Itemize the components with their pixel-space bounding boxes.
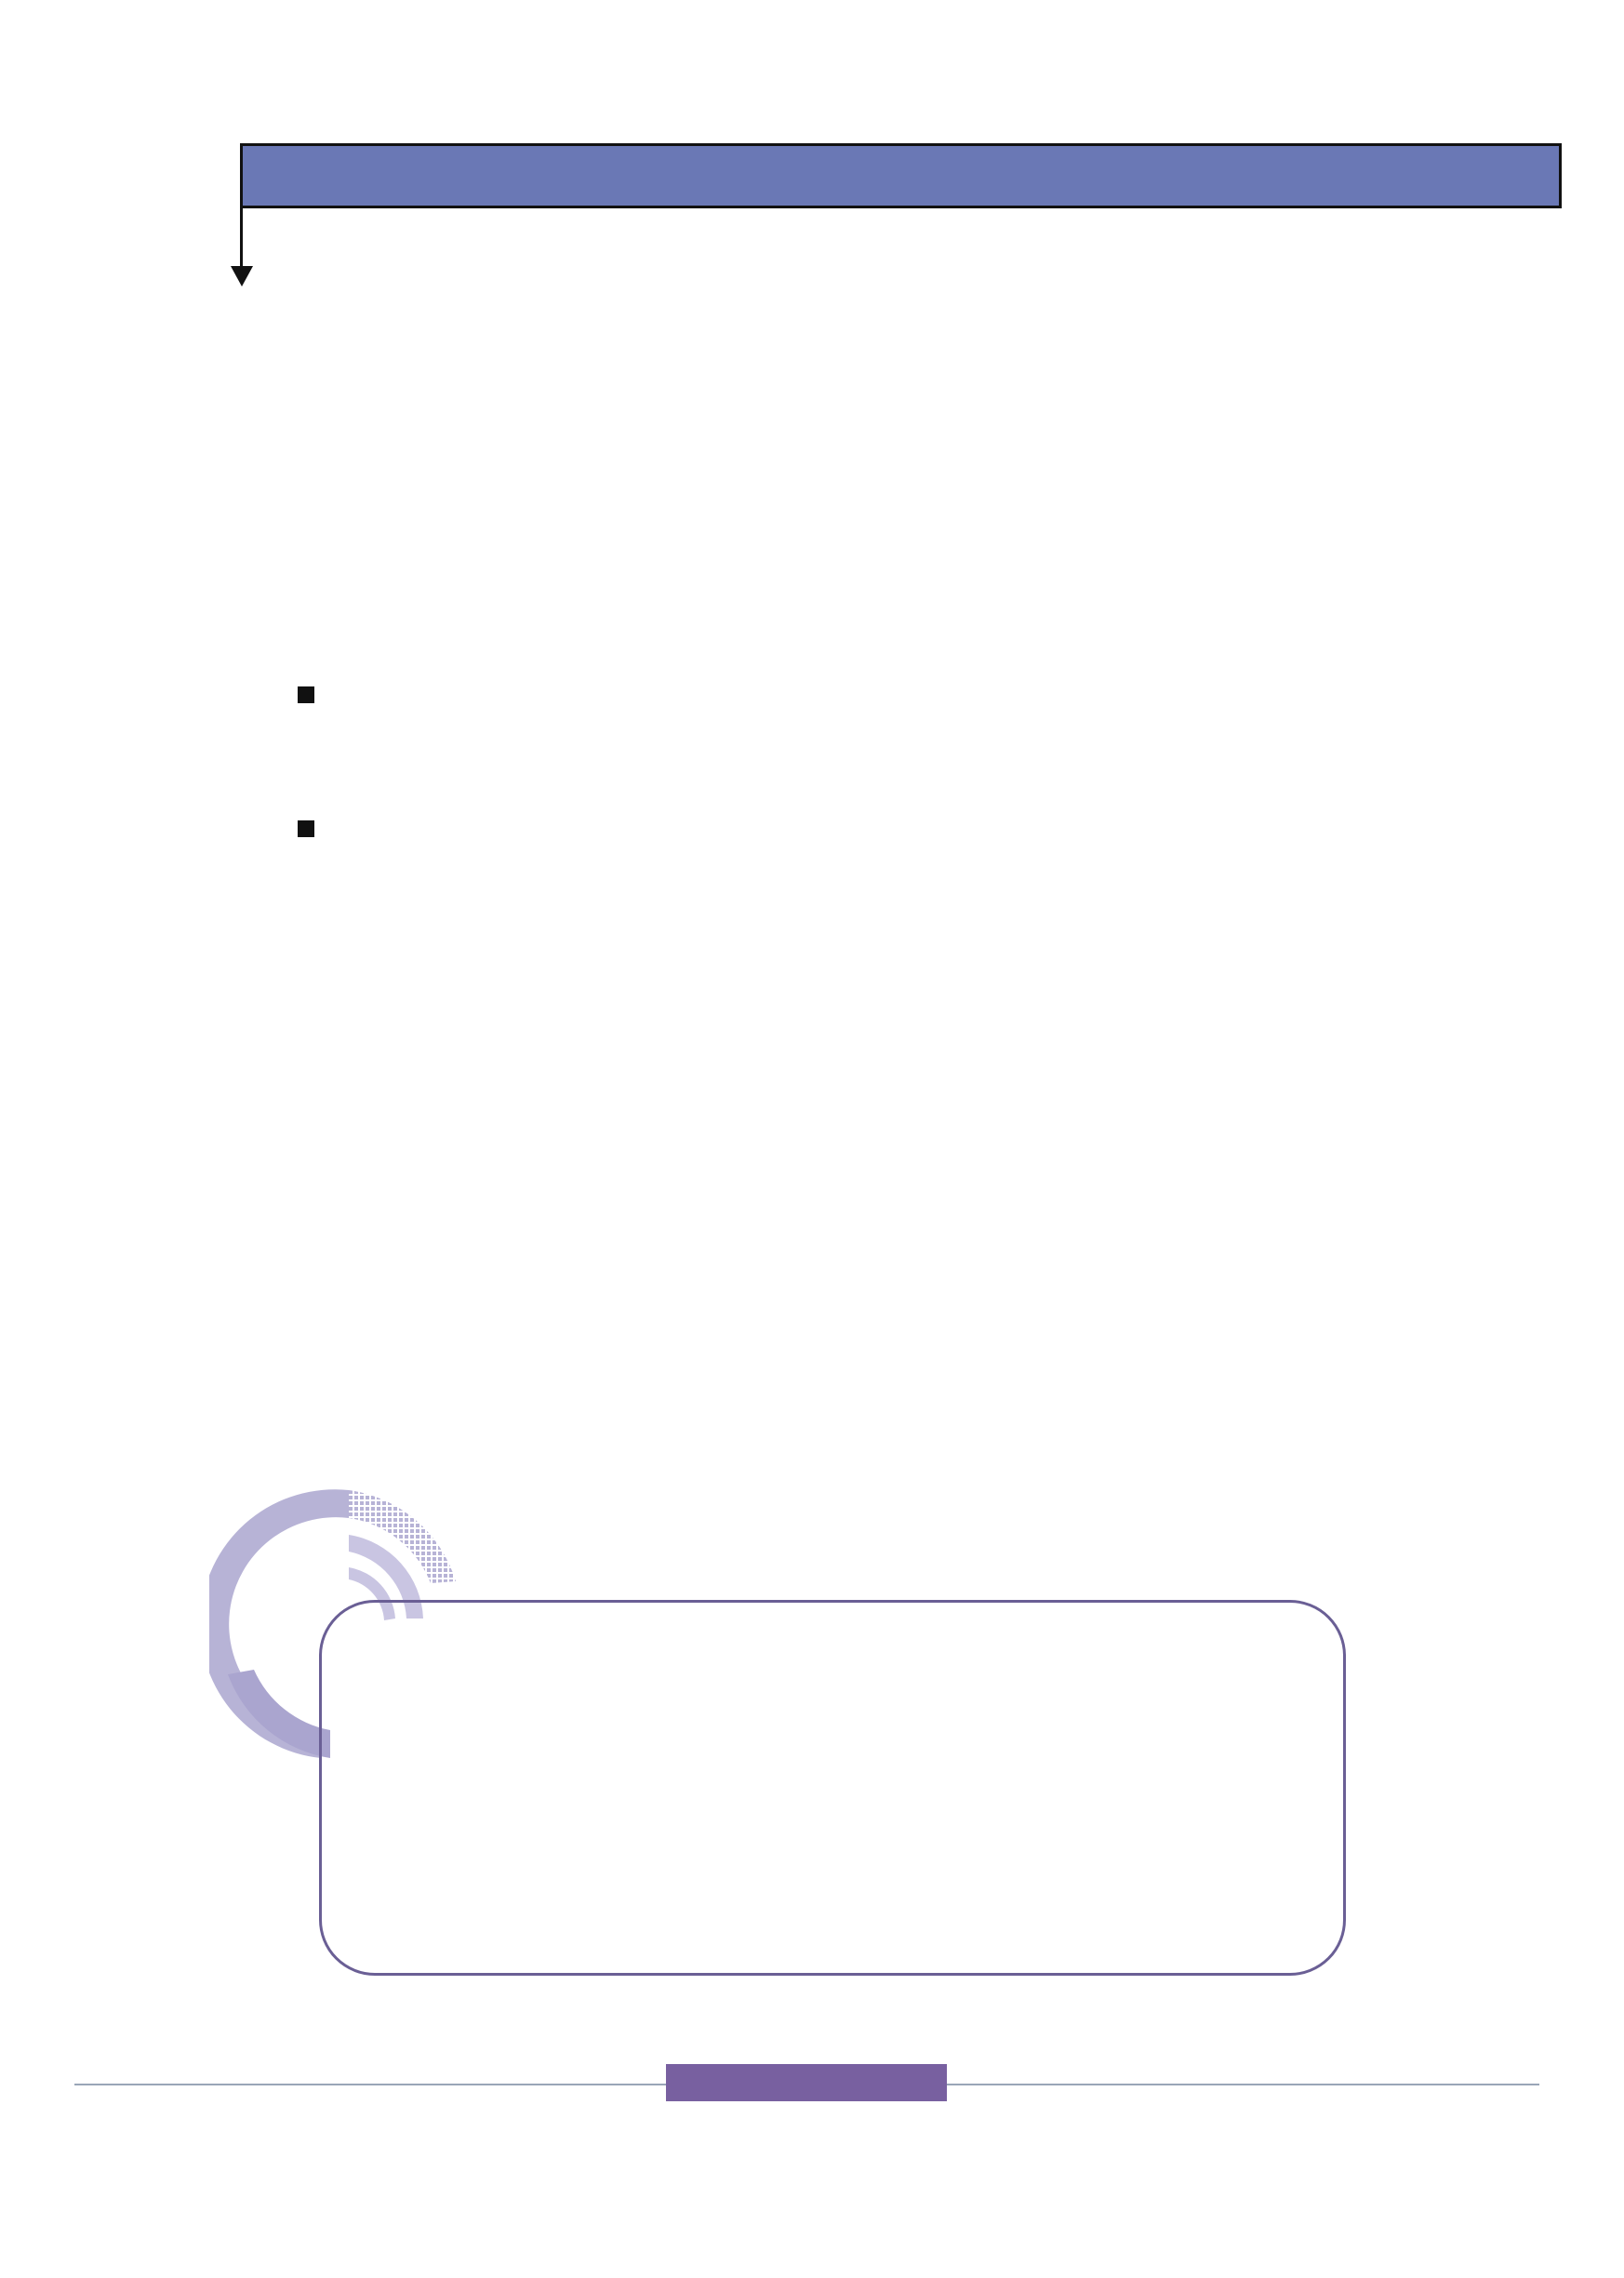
info-box [319,1600,1346,1976]
square-bullet-icon [298,686,314,703]
header-bar [240,143,1562,208]
header-pointer-line [240,206,243,267]
arrow-down-icon [231,266,253,286]
watermark-logo [1144,2028,1544,2223]
page-number [666,2064,947,2101]
square-bullet-icon [298,820,314,837]
